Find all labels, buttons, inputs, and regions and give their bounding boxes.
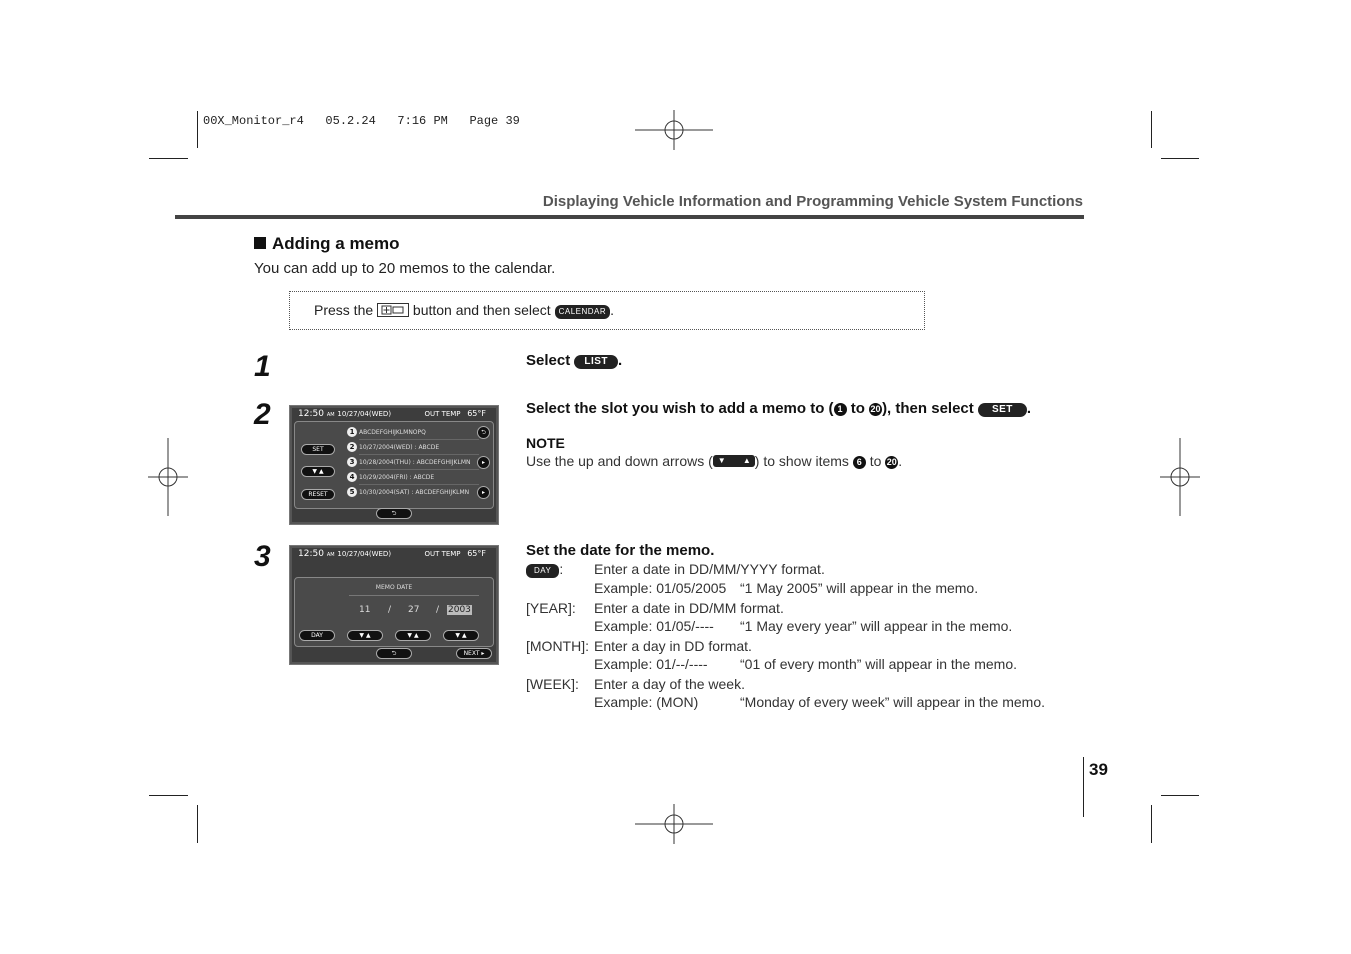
panel-title: MEMO DATE — [375, 584, 413, 591]
slot-number: 4 — [347, 472, 357, 482]
memo-list-screen: 12:50 AM 10/27/04(WED) OUT TEMP 65°F SET ▼ ▲ RESET 1 ABCDEFGHIJKLMNOPQ 2 10/27/2004(WED) : ABCDE 3 10/28/2004(THU) : ABCDEFGHIJKLMN 4 10/29/2004(FRI) : ABCDE 5 10/30/2004(SAT) : ABCDEFGHIJKLMN ⮌ ▸ ▸ ⮌ — [289, 405, 499, 525]
page-number-rule — [1083, 757, 1084, 817]
set-button[interactable]: SET — [301, 444, 335, 455]
chapter-header: Displaying Vehicle Information and Programming Vehicle System Functions — [542, 193, 1083, 210]
day-button[interactable]: DAY — [299, 630, 335, 641]
list-button-icon: LIST — [574, 355, 618, 369]
print-slug: 00X_Monitor_r4 05.2.24 7:16 PM Page 39 — [203, 114, 520, 128]
section-title: Adding a memo — [254, 234, 400, 254]
note-text: Use the up and down arrows ( ▼ ▲ ) to show items 6 to 20 . — [526, 453, 903, 469]
registration-mark — [635, 804, 713, 844]
circled-number-icon: 20 — [886, 457, 897, 467]
slot-text[interactable]: 10/27/2004(WED) : ABCDE — [359, 444, 440, 451]
registration-mark — [1160, 438, 1200, 516]
slot-number: 5 — [347, 487, 357, 497]
crop-mark — [197, 111, 198, 148]
page-number: 39 — [1089, 760, 1108, 779]
slot-number: 3 — [347, 457, 357, 467]
crop-mark — [1161, 795, 1199, 796]
scroll-arrows-button[interactable]: ▼ ▲ — [301, 466, 335, 477]
circled-number-icon: 6 — [853, 456, 866, 469]
step-2-instruction: Select the slot you wish to add a memo to ( 1 to 20 ), then select SET . — [526, 400, 1032, 417]
step-number: 3 — [254, 540, 271, 573]
note-title: NOTE — [526, 435, 565, 451]
crop-mark — [197, 805, 198, 843]
section-intro: You can add up to 20 memos to the calendar. — [254, 260, 556, 277]
info-button-icon — [377, 303, 409, 317]
set-button-icon: SET — [978, 403, 1027, 417]
year-value[interactable]: 2003 — [448, 605, 471, 615]
crop-mark — [149, 795, 188, 796]
year-arrows-button[interactable]: ▼ ▲ — [443, 630, 479, 641]
memo-date-screen: 12:50 AM 10/27/04(WED) OUT TEMP 65°F MEMO DATE 11 / 27 / 2003 DAY ▼ ▲ ▼ ▲ ▼ ▲ ⮌ NEXT ▸ — [289, 545, 499, 665]
return-icon[interactable]: ⮌ — [477, 426, 490, 439]
crop-mark — [1151, 805, 1152, 843]
reset-button[interactable]: RESET — [301, 489, 335, 500]
registration-mark — [635, 110, 713, 150]
month-arrows-button[interactable]: ▼ ▲ — [347, 630, 383, 641]
step-1-instruction: Select LIST . — [526, 352, 623, 369]
play-arrow-icon[interactable]: ▸ — [477, 486, 490, 499]
step-number: 2 — [254, 398, 271, 431]
header-rule — [175, 215, 1084, 219]
month-value[interactable]: 11 — [359, 605, 371, 615]
slot-number: 2 — [347, 442, 357, 452]
crop-mark — [1161, 158, 1199, 159]
slot-text[interactable]: 10/30/2004(SAT) : ABCDEFGHIJKLMN — [359, 489, 470, 496]
step-3-heading: Set the date for the memo. — [526, 542, 715, 559]
slot-text[interactable]: 10/28/2004(THU) : ABCDEFGHIJKLMN — [359, 459, 471, 466]
crop-mark — [1151, 111, 1152, 148]
slot-text[interactable]: 10/29/2004(FRI) : ABCDE — [359, 474, 435, 481]
slot-text[interactable]: ABCDEFGHIJKLMNOPQ — [359, 429, 426, 436]
up-down-arrows-icon: ▼ ▲ — [713, 455, 755, 467]
day-button-icon: DAY — [526, 564, 559, 578]
slot-number: 1 — [347, 427, 357, 437]
circled-number-icon: 20 — [870, 404, 881, 414]
day-value[interactable]: 27 — [408, 605, 420, 615]
play-arrow-icon[interactable]: ▸ — [477, 456, 490, 469]
back-button[interactable]: ⮌ — [376, 648, 412, 659]
crop-mark — [149, 158, 188, 159]
day-arrows-button[interactable]: ▼ ▲ — [395, 630, 431, 641]
square-bullet-icon — [254, 237, 266, 249]
instruction-box: Press the button and then select CALENDAR . — [289, 291, 925, 330]
next-button[interactable]: NEXT ▸ — [456, 648, 492, 659]
calendar-button-icon: CALENDAR — [555, 305, 611, 319]
registration-mark — [148, 438, 188, 516]
back-button[interactable]: ⮌ — [376, 508, 412, 519]
circled-number-icon: 1 — [834, 403, 847, 416]
step-number: 1 — [254, 350, 271, 383]
